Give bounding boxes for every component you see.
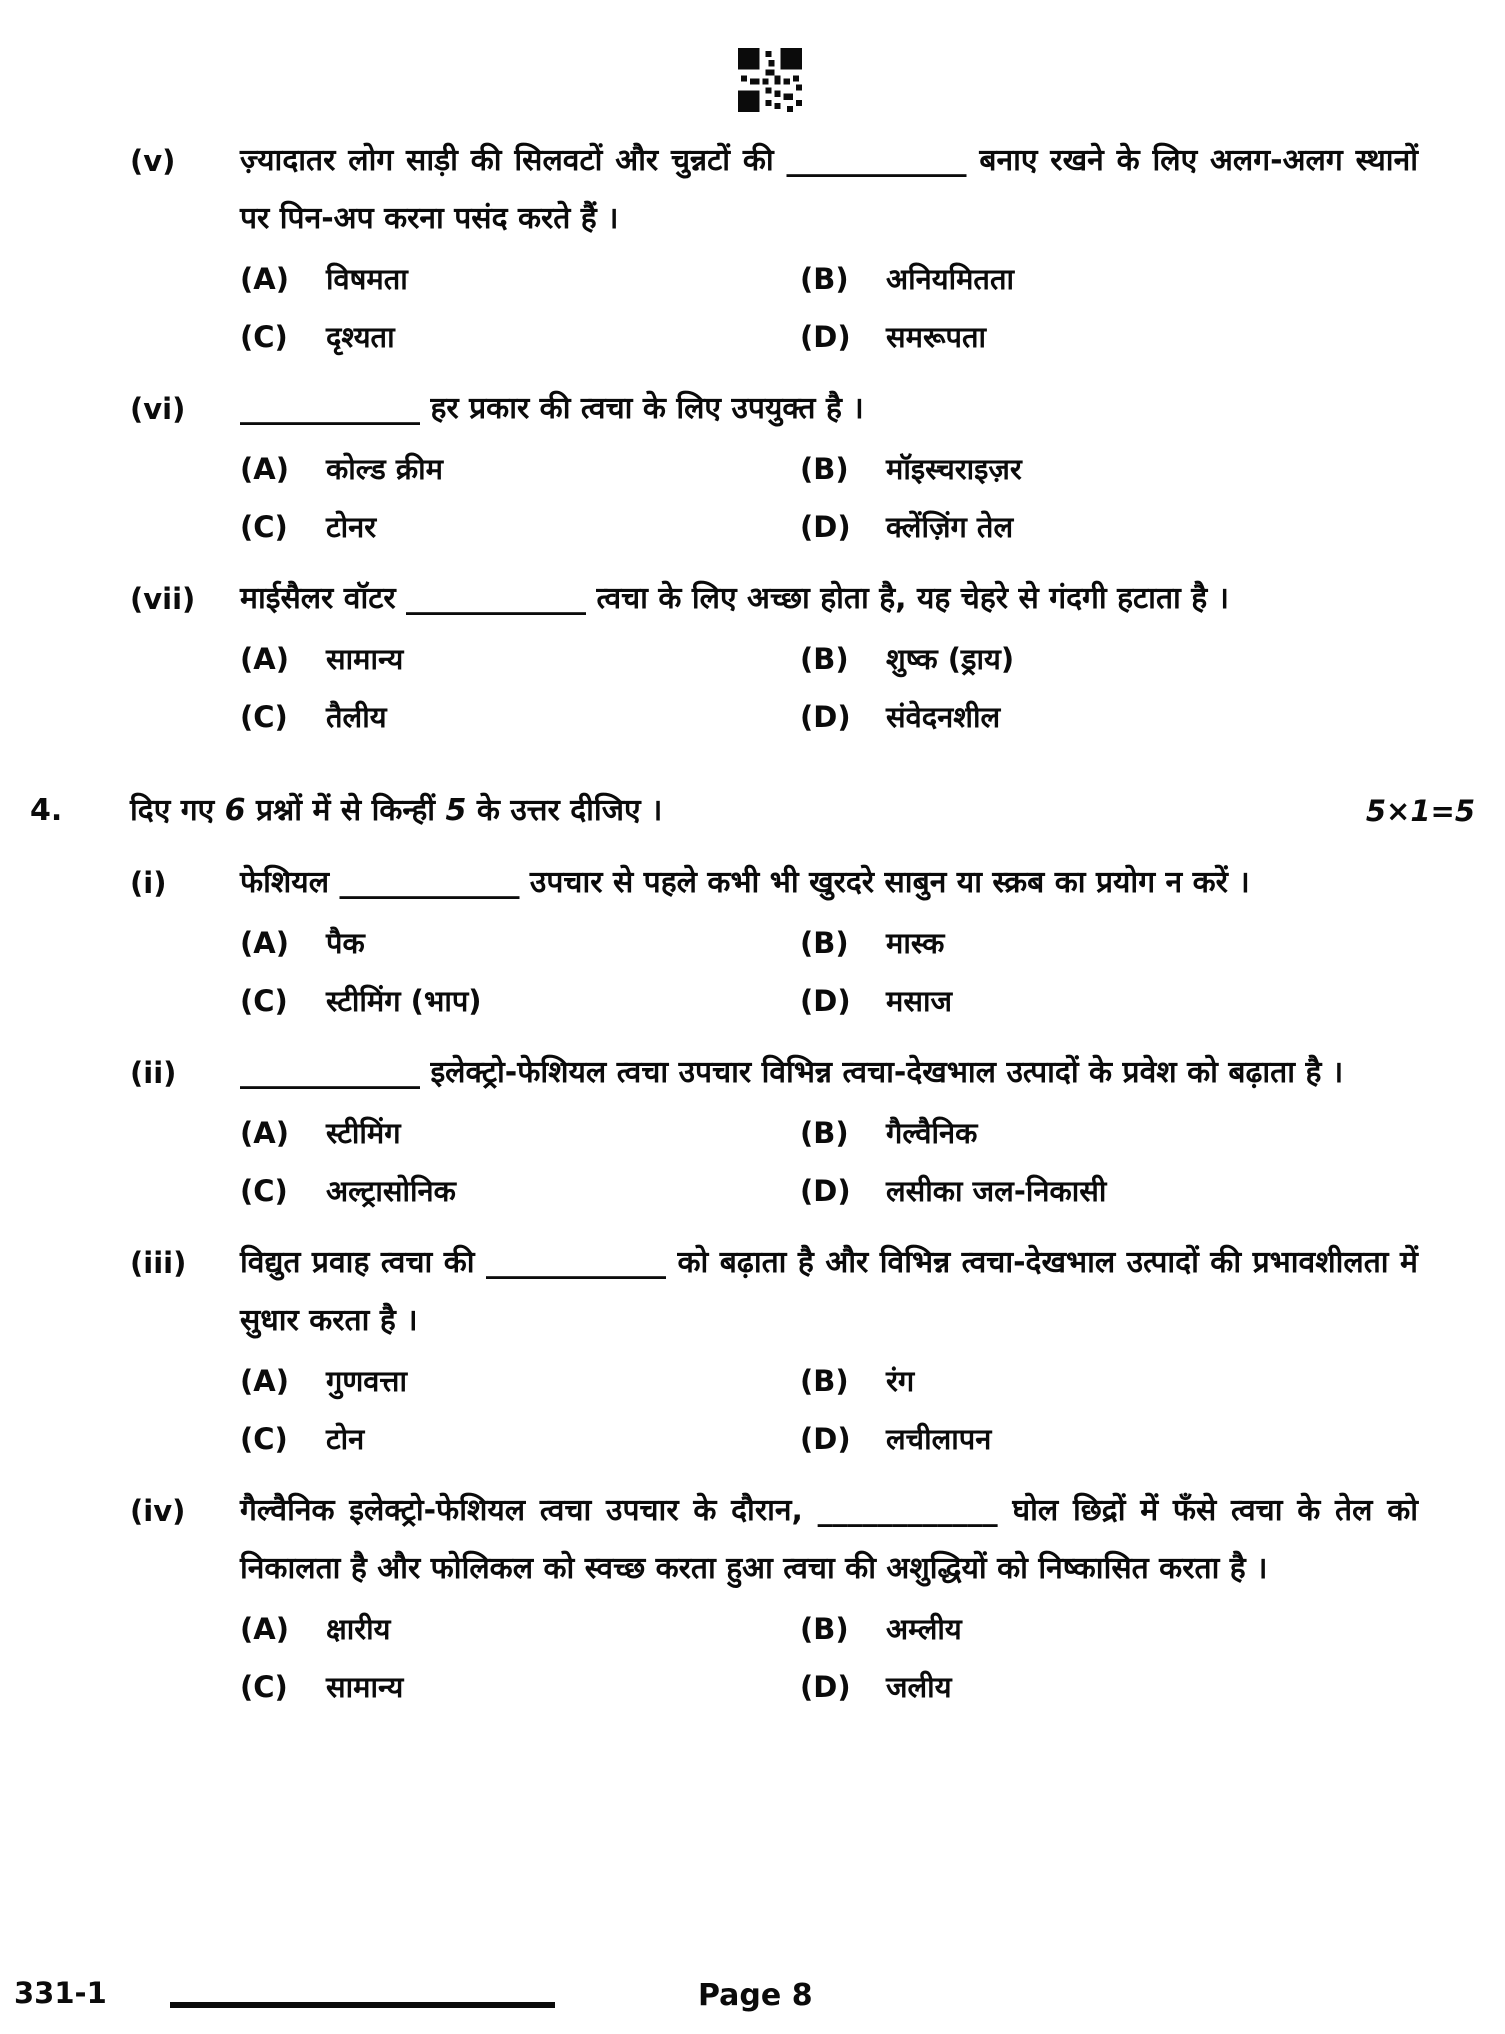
option-b-text: गैल्वैनिक — [886, 1116, 978, 1150]
option-b — [800, 1600, 1418, 1658]
instruction-mid: प्रश्नों में से किन्हीं — [245, 793, 446, 828]
option-c — [240, 308, 800, 366]
option-b — [800, 630, 1418, 688]
option-c-text: स्टीमिंग (भाप) — [326, 984, 482, 1018]
instruction-pre: दिए गए — [130, 793, 225, 828]
option-a-label: (A) — [240, 1612, 289, 1646]
question-4-iii-label: (iii) — [130, 1246, 187, 1280]
question-4-i-options — [240, 914, 1418, 1030]
option-b-label: (B) — [800, 926, 849, 960]
option-a — [240, 440, 800, 498]
option-a-text: गुणवत्ता — [326, 1364, 407, 1398]
option-d — [800, 308, 1418, 366]
question-vi — [130, 380, 1505, 556]
option-a — [240, 1104, 800, 1162]
question-v-options — [240, 250, 1418, 366]
marks-label: 5×1=5 — [1365, 794, 1475, 828]
question-vii — [130, 570, 1505, 746]
option-b-label: (B) — [800, 262, 849, 296]
question-vii-label: (vii) — [130, 582, 196, 616]
option-c — [240, 972, 800, 1030]
option-d — [800, 688, 1418, 746]
question-4-i-text: फेशियल ____________ उपचार से पहले कभी भी खुरदरे साबुन या स्क्रब का प्रयोग न करें । — [240, 865, 1250, 900]
option-b-label: (B) — [800, 1364, 849, 1398]
question-4-i-label: (i) — [130, 866, 167, 900]
option-a-text: पैक — [326, 926, 365, 960]
option-a-label: (A) — [240, 1116, 289, 1150]
option-d-label: (D) — [800, 1422, 851, 1456]
option-c — [240, 1658, 800, 1716]
qr-code-icon — [738, 48, 802, 112]
option-a-text: क्षारीय — [326, 1612, 391, 1646]
option-b-text: शुष्क (ड्राय) — [886, 642, 1015, 676]
question-4-iv-label: (iv) — [130, 1494, 186, 1528]
option-d-text: संवेदनशील — [886, 700, 1001, 734]
option-b-label: (B) — [800, 1612, 849, 1646]
instruction-count-total: 6 — [224, 793, 246, 828]
option-c-label: (C) — [240, 1670, 288, 1704]
option-d-label: (D) — [800, 510, 851, 544]
option-c-text: दृश्यता — [326, 320, 395, 354]
option-b — [800, 250, 1418, 308]
question-v — [130, 132, 1505, 366]
option-d-text: क्लेंज़िंग तेल — [886, 510, 1014, 544]
option-d-text: समरूपता — [886, 320, 986, 354]
option-b — [800, 914, 1418, 972]
question-vii-text: माईसैलर वॉटर ____________ त्वचा के लिए अच्छा होता है, यह चेहरे से गंदगी हटाता है । — [240, 581, 1230, 616]
question-4-iv-options — [240, 1600, 1418, 1716]
question-4-ii-options — [240, 1104, 1418, 1220]
option-b-label: (B) — [800, 1116, 849, 1150]
option-d-text: जलीय — [886, 1670, 952, 1704]
option-c — [240, 498, 800, 556]
option-c — [240, 1162, 800, 1220]
option-d-label: (D) — [800, 320, 851, 354]
option-b — [800, 1352, 1418, 1410]
question-4-ii — [130, 1044, 1505, 1220]
option-c-label: (C) — [240, 984, 288, 1018]
option-d-label: (D) — [800, 984, 851, 1018]
question-4-instruction — [130, 782, 662, 840]
question-4-number: 4. — [30, 793, 63, 828]
option-a — [240, 250, 800, 308]
page-content — [0, 118, 1505, 1716]
question-4-iii — [130, 1234, 1505, 1468]
option-a-text: स्टीमिंग — [326, 1116, 401, 1150]
option-c-text: टोनर — [326, 510, 377, 544]
option-a-text: कोल्ड क्रीम — [326, 452, 444, 486]
option-a — [240, 1600, 800, 1658]
paper-code: 331-1 — [14, 1976, 107, 2010]
option-d — [800, 498, 1418, 556]
option-a — [240, 1352, 800, 1410]
option-d-label: (D) — [800, 1670, 851, 1704]
option-b-label: (B) — [800, 452, 849, 486]
question-4-iii-options — [240, 1352, 1418, 1468]
option-b-text: मास्क — [886, 926, 945, 960]
question-vii-options — [240, 630, 1418, 746]
question-4-iv-text: गैल्वैनिक इलेक्ट्रो-फेशियल त्वचा उपचार के दौरान, ____________ घोल छिद्रों में फँसे त्वचा के तेल को निकालता है और फोलिकल को स्वच्छ करता हुआ त्वचा की अशुद्धियों को निष्कासित करता है । — [240, 1493, 1418, 1586]
option-c-label: (C) — [240, 700, 288, 734]
question-vi-options — [240, 440, 1418, 556]
option-a-label: (A) — [240, 1364, 289, 1398]
option-d — [800, 1658, 1418, 1716]
option-c — [240, 688, 800, 746]
page-number: Page 8 — [698, 1978, 813, 2013]
option-a-label: (A) — [240, 452, 289, 486]
option-b-text: रंग — [886, 1364, 915, 1398]
option-a — [240, 914, 800, 972]
option-b-text: मॉइस्चराइज़र — [886, 452, 1022, 486]
option-d — [800, 1410, 1418, 1468]
option-c-text: तैलीय — [326, 700, 387, 734]
option-a-label: (A) — [240, 262, 289, 296]
option-d-text: मसाज — [886, 984, 952, 1018]
question-vi-label: (vi) — [130, 392, 186, 426]
option-c-label: (C) — [240, 510, 288, 544]
question-4-ii-text: ____________ इलेक्ट्रो-फेशियल त्वचा उपचार विभिन्न त्वचा-देखभाल उत्पादों के प्रवेश को बढ़ाता है । — [240, 1055, 1344, 1090]
option-a-label: (A) — [240, 926, 289, 960]
option-b-text: अनियमितता — [886, 262, 1015, 296]
question-vi-text: ____________ हर प्रकार की त्वचा के लिए उपयुक्त है । — [240, 391, 864, 426]
option-d — [800, 1162, 1418, 1220]
instruction-post: के उत्तर दीजिए । — [466, 793, 663, 828]
option-c-text: टोन — [326, 1422, 365, 1456]
question-v-label: (v) — [130, 144, 176, 178]
option-b-text: अम्लीय — [886, 1612, 962, 1646]
option-b — [800, 1104, 1418, 1162]
option-c-text: अल्ट्रासोनिक — [326, 1174, 456, 1208]
option-b-label: (B) — [800, 642, 849, 676]
question-4-iv — [130, 1482, 1505, 1716]
option-a — [240, 630, 800, 688]
option-c-label: (C) — [240, 1422, 288, 1456]
option-a-label: (A) — [240, 642, 289, 676]
question-4-header — [30, 782, 1475, 840]
question-4-iii-text: विद्युत प्रवाह त्वचा की ____________ को बढ़ाता है और विभिन्न त्वचा-देखभाल उत्पादों की प्रभावशीलता में सुधार करता है । — [240, 1245, 1418, 1338]
option-c — [240, 1410, 800, 1468]
option-a-text: सामान्य — [326, 642, 404, 676]
option-b — [800, 440, 1418, 498]
option-c-label: (C) — [240, 1174, 288, 1208]
option-d-text: लसीका जल-निकासी — [886, 1174, 1107, 1208]
option-d-text: लचीलापन — [886, 1422, 992, 1456]
option-d-label: (D) — [800, 1174, 851, 1208]
option-d — [800, 972, 1418, 1030]
option-d-label: (D) — [800, 700, 851, 734]
footer-divider — [170, 2002, 555, 2008]
question-4-i — [130, 854, 1505, 1030]
option-a-text: विषमता — [326, 262, 408, 296]
option-c-label: (C) — [240, 320, 288, 354]
question-v-text: ज़्यादातर लोग साड़ी की सिलवटों और चुन्नटों की ____________ बनाए रखने के लिए अलग-अलग स्थानों पर पिन-अप करना पसंद करते हैं । — [240, 143, 1418, 236]
instruction-count-answer: 5 — [445, 793, 467, 828]
option-c-text: सामान्य — [326, 1670, 404, 1704]
question-4-ii-label: (ii) — [130, 1056, 177, 1090]
